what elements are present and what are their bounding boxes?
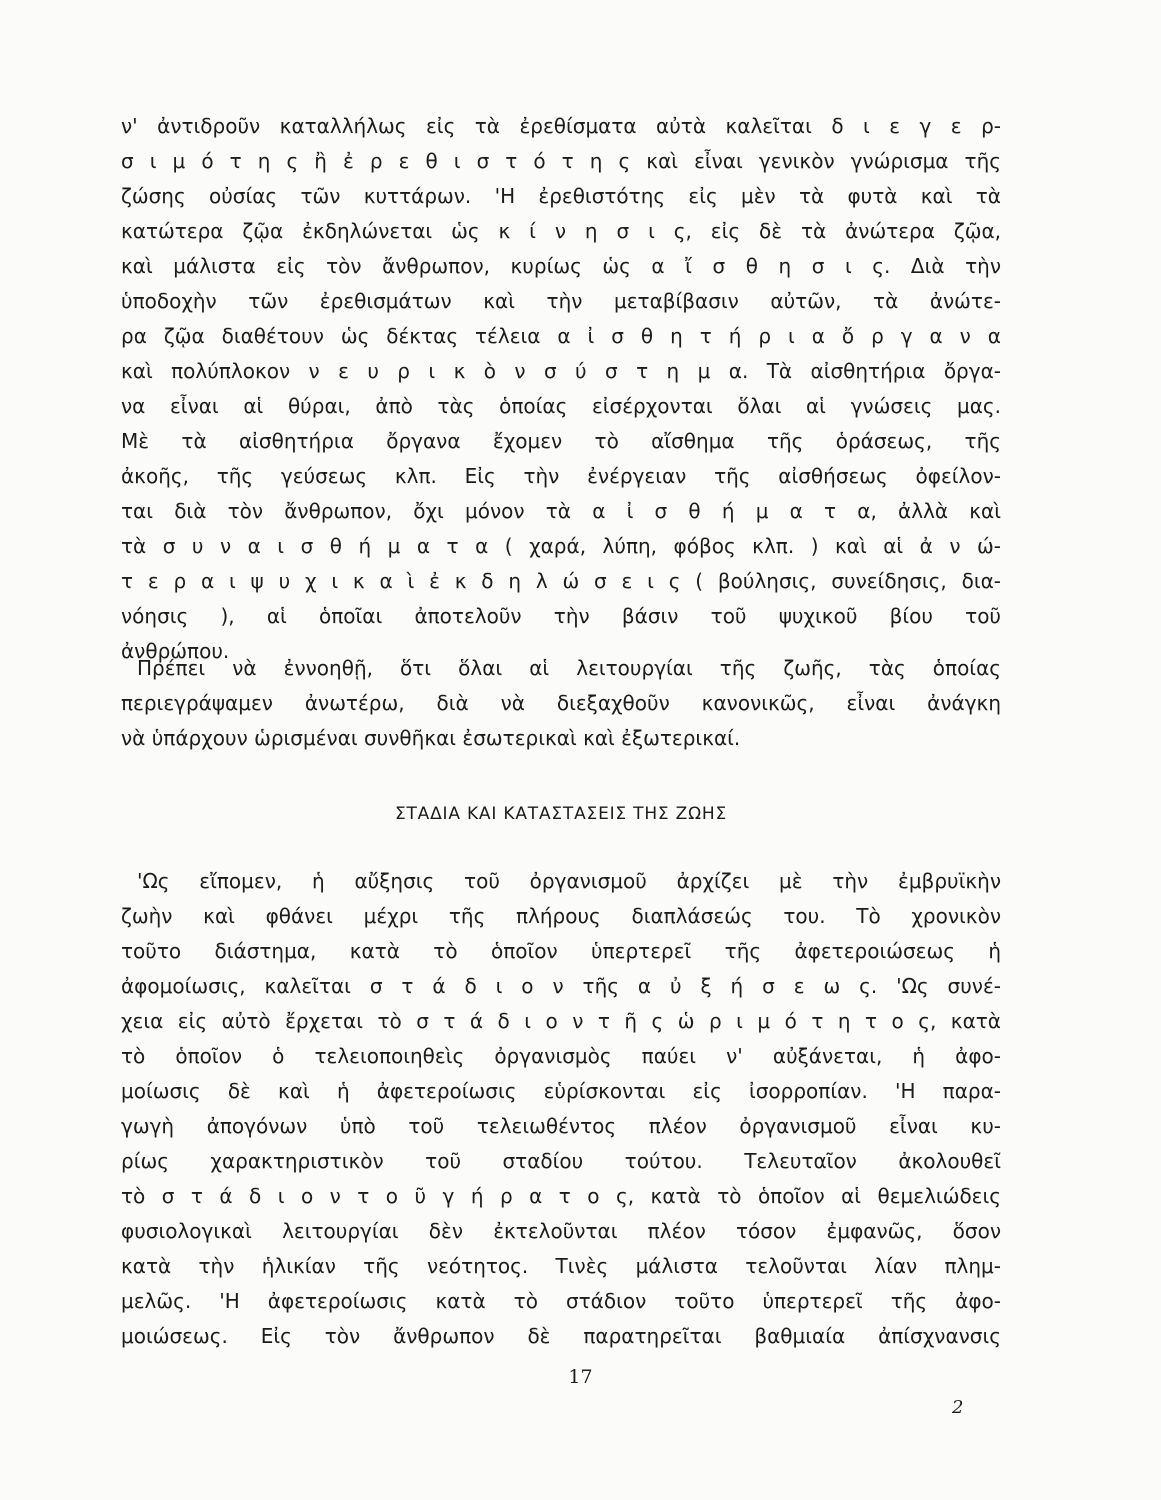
text-line: περιεγράψαμεν ἀνωτέρω, διὰ νὰ διεξαχθοῦν κανονικῶς, εἶναι ἀνάγκη	[121, 691, 1001, 715]
text-line: ρίως χαρακτηριστικὸν τοῦ σταδίου τούτου. Τελευταῖον ἀκολουθεῖ	[121, 1149, 1001, 1173]
page-number: 17	[568, 1366, 593, 1388]
text-line: ται διὰ τὸν ἄνθρωπον, ὄχι μόνον τὰ α ἰ σ θ ή μ α τ α, ἀλλὰ καὶ	[121, 499, 1001, 523]
text-line: ἀκοῆς, τῆς γεύσεως κλπ. Εἰς τὴν ἐνέργειαν τῆς αἰσθήσεως ὀφείλον-	[121, 464, 1001, 488]
text-line: χεια εἰς αὐτὸ ἔρχεται τὸ σ τ ά δ ι ο ν τ ῆ ς ὡ ρ ι μ ό τ η τ ο ς, κατὰ	[121, 1009, 1001, 1033]
sheet-signature-mark: 2	[952, 1397, 964, 1418]
text-line: ζώσης οὐσίας τῶν κυττάρων. 'Η ἐρεθιστότης εἰς μὲν τὰ φυτὰ καὶ τὰ	[121, 184, 1001, 208]
text-line: τὸ σ τ ά δ ι ο ν τ ο ῦ γ ή ρ α τ ο ς, κατὰ τὸ ὁποῖον αἱ θεμελιώδεις	[121, 1184, 1001, 1208]
text-line: μελῶς. 'Η ἀφετεροίωσις κατὰ τὸ στάδιον τοῦτο ὑπερτερεῖ τῆς ἀφο-	[121, 1289, 1001, 1313]
text-line: νὰ ὑπάρχουν ὡρισμέναι συνθῆκαι ἐσωτερικαὶ καὶ ἐξωτερικαί.	[121, 726, 741, 750]
text-line: 'Ως εἴπομεν, ἡ αὔξησις τοῦ ὀργανισμοῦ ἀρχίζει μὲ τὴν ἐμβρυϊκὴν	[137, 869, 1001, 893]
text-line: ζωὴν καὶ φθάνει μέχρι τῆς πλήρους διαπλάσεώς του. Τὸ χρονικὸν	[121, 904, 1001, 928]
text-line: μοίωσις δὲ καὶ ἡ ἀφετεροίωσις εὑρίσκονται εἰς ἰσορροπίαν. 'Η παρα-	[121, 1079, 1001, 1103]
text-line: ρα ζῷα διαθέτουν ὡς δέκτας τέλεια α ἰ σ θ η τ ή ρ ι α ὄ ρ γ α ν α	[121, 324, 1001, 348]
paragraph-stages	[121, 864, 1001, 1354]
text-line: τοῦτο διάστημα, κατὰ τὸ ὁποῖον ὑπερτερεῖ τῆς ἀφετεροιώσεως ἡ	[121, 939, 1001, 963]
text-line: κατὰ τὴν ἡλικίαν τῆς νεότητος. Τινὲς μάλιστα τελοῦνται λίαν πλημ-	[121, 1254, 1001, 1278]
paragraph-irritability	[121, 109, 1001, 669]
text-line: καὶ μάλιστα εἰς τὸν ἄνθρωπον, κυρίως ὡς α ἴ σ θ η σ ι ς. Διὰ τὴν	[121, 254, 1001, 278]
text-line: ν' ἀντιδροῦν καταλλήλως εἰς τὰ ἐρεθίσματα αὐτὰ καλεῖται δ ι ε γ ε ρ-	[121, 114, 1001, 138]
text-line: τ ε ρ α ι ψ υ χ ι κ α ὶ ἐ κ δ η λ ώ σ ε ι ς ( βούλησις, συνείδησις, δια-	[121, 569, 1001, 593]
text-line: ὑποδοχὴν τῶν ἐρεθισμάτων καὶ τὴν μεταβίβασιν αὐτῶν, τὰ ἀνώτε-	[121, 289, 1001, 313]
text-line: ἀφομοίωσις, καλεῖται σ τ ά δ ι ο ν τῆς α ὐ ξ ή σ ε ω ς. 'Ως συνέ-	[121, 974, 1001, 998]
text-line: τὸ ὁποῖον ὁ τελειοποιηθεὶς ὀργανισμὸς παύει ν' αὐξάνεται, ἡ ἀφο-	[121, 1044, 1001, 1068]
text-line: τὰ σ υ ν α ι σ θ ή μ α τ α ( χαρά, λύπη, φόβος κλπ. ) καὶ αἱ ἀ ν ώ-	[121, 534, 1001, 558]
section-heading: ΣΤΑΔΙΑ ΚΑΙ ΚΑΤΑΣΤΑΣΕΙΣ ΤΗΣ ΖΩΗΣ	[394, 804, 728, 824]
text-line: καὶ πολύπλοκον ν ε υ ρ ι κ ὸ ν σ ύ σ τ η μ α. Τὰ αἰσθητήρια ὄργα-	[121, 359, 1001, 383]
text-line: μοιώσεως. Εἰς τὸν ἄνθρωπον δὲ παρατηρεῖται βαθμιαία ἀπίσχνανσις	[121, 1324, 1001, 1348]
text-line: να εἶναι αἱ θύραι, ἀπὸ τὰς ὁποίας εἰσέρχονται ὅλαι αἱ γνώσεις μας.	[121, 394, 1001, 418]
text-line: κατώτερα ζῷα ἐκδηλώνεται ὡς κ ί ν η σ ι ς, εἰς δὲ τὰ ἀνώτερα ζῷα,	[121, 219, 1001, 243]
text-line: γωγὴ ἀπογόνων ὑπὸ τοῦ τελειωθέντος πλέον ὀργανισμοῦ εἶναι κυ-	[121, 1114, 1001, 1138]
text-line: νόησις ), αἱ ὁποῖαι ἀποτελοῦν τὴν βάσιν τοῦ ψυχικοῦ βίου τοῦ	[121, 604, 1001, 628]
text-line: σ ι μ ό τ η ς ἢ ἐ ρ ε θ ι σ τ ό τ η ς καὶ εἶναι γενικὸν γνώρισμα τῆς	[121, 149, 1001, 173]
paragraph-conditions	[121, 651, 1001, 756]
text-line: Μὲ τὰ αἰσθητήρια ὄργανα ἔχομεν τὸ αἴσθημα τῆς ὁράσεως, τῆς	[121, 429, 1001, 453]
text-line: φυσιολογικαὶ λειτουργίαι δὲν ἐκτελοῦνται πλέον τόσον ἐμφανῶς, ὅσον	[121, 1219, 1001, 1243]
text-line: ἀνθρώπου.	[121, 639, 230, 663]
text-line: Πρέπει νὰ ἐννοηθῇ, ὅτι ὅλαι αἱ λειτουργίαι τῆς ζωῆς, τὰς ὁποίας	[137, 656, 1001, 680]
